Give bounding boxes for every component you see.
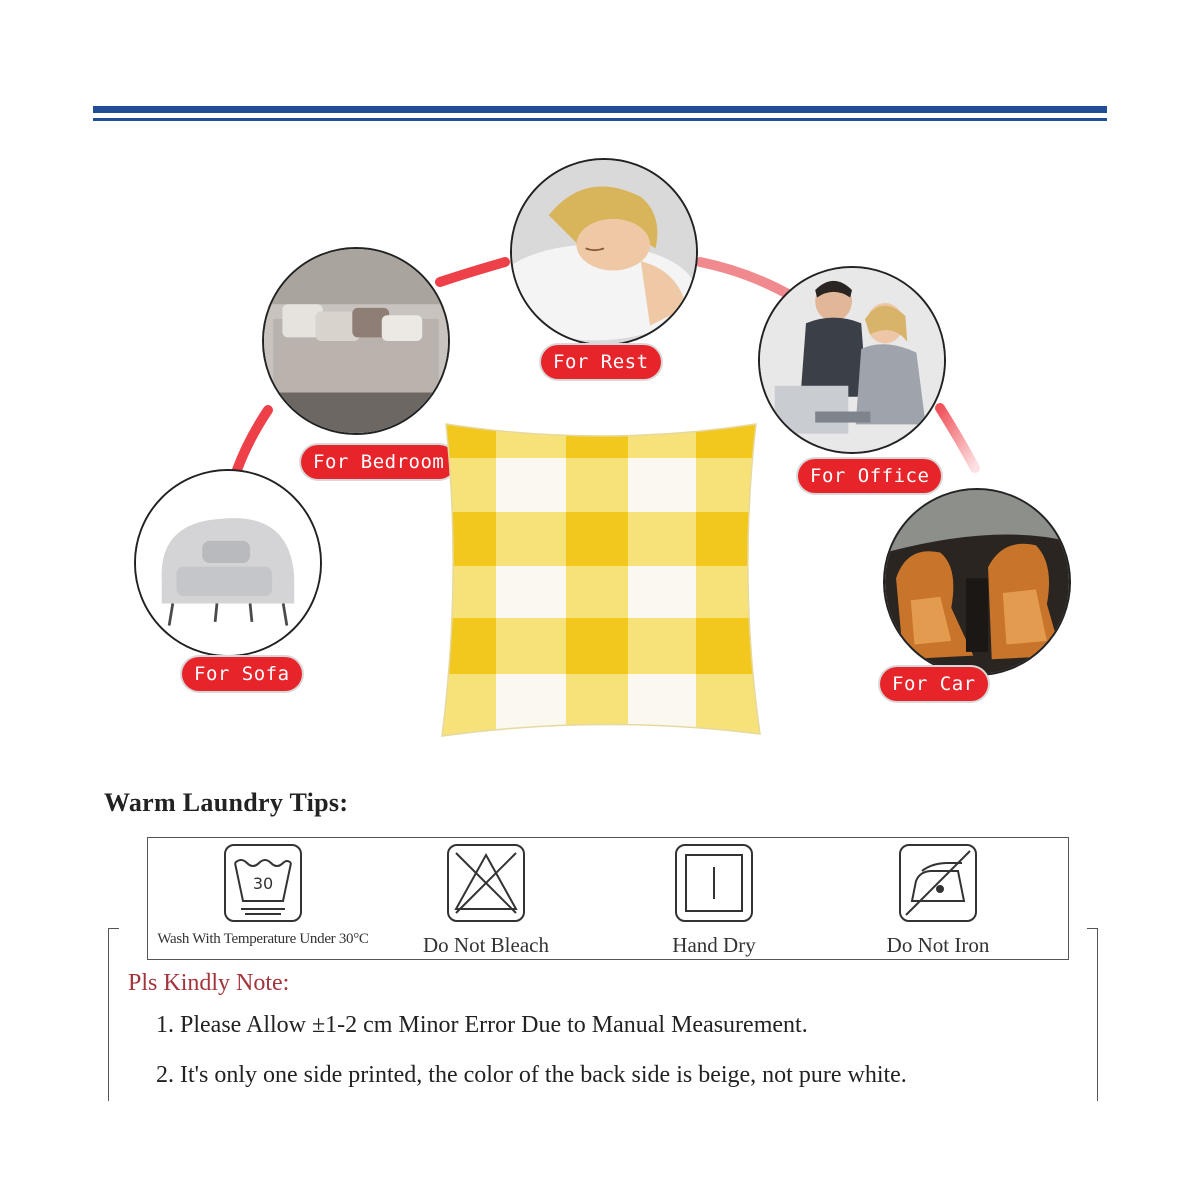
note-line-1: 1. Please Allow ±1-2 cm Minor Error Due to Manual Measurement.: [156, 1012, 808, 1038]
woman-sleeping-on-pillow-photo: [510, 158, 698, 346]
care-item-bleach: [406, 843, 566, 958]
arc-office-car: [940, 408, 975, 468]
gingham-pattern: [438, 418, 764, 740]
note-line-2: 2. It's only one side printed, the color of the back side is beige, not pure white.: [156, 1062, 907, 1088]
wash-30-icon: [223, 843, 303, 923]
arc-rest-office: [700, 262, 795, 298]
hand-dry-icon: [674, 843, 754, 923]
arc-sofa-bedroom: [237, 410, 268, 470]
notes-bracket-right: [1087, 928, 1098, 1101]
iron-label: Do Not Iron: [886, 933, 990, 957]
grey-armchair-photo: [134, 469, 322, 657]
care-item-wash: [150, 843, 376, 948]
care-item-iron: [858, 843, 1018, 958]
for-car-tag: For Car: [880, 667, 988, 701]
bleach-label: Do Not Bleach: [423, 933, 549, 957]
laundry-tips-title: Warm Laundry Tips:: [104, 788, 349, 817]
wash-temperature-badge: 30: [252, 874, 274, 893]
for-rest-tag: For Rest: [541, 345, 661, 379]
dry-label: Hand Dry: [672, 933, 756, 957]
care-item-dry: [634, 843, 794, 958]
notes-title: Pls Kindly Note:: [128, 970, 290, 996]
do-not-bleach-icon: [446, 843, 526, 923]
car-seats-photo: [883, 488, 1071, 676]
arc-bedroom-rest: [440, 262, 505, 282]
for-bedroom-tag: For Bedroom: [301, 445, 456, 479]
do-not-iron-icon: [898, 843, 978, 923]
office-workers-photo: [758, 266, 946, 454]
wash-label: Wash With Temperature Under 30°C: [157, 931, 369, 947]
for-office-tag: For Office: [798, 459, 941, 493]
for-sofa-tag: For Sofa: [182, 657, 302, 691]
notes-bracket-left: [108, 928, 119, 1101]
yellow-buffalo-check-pillow: [438, 418, 764, 740]
bedroom-pillows-photo: [262, 247, 450, 435]
